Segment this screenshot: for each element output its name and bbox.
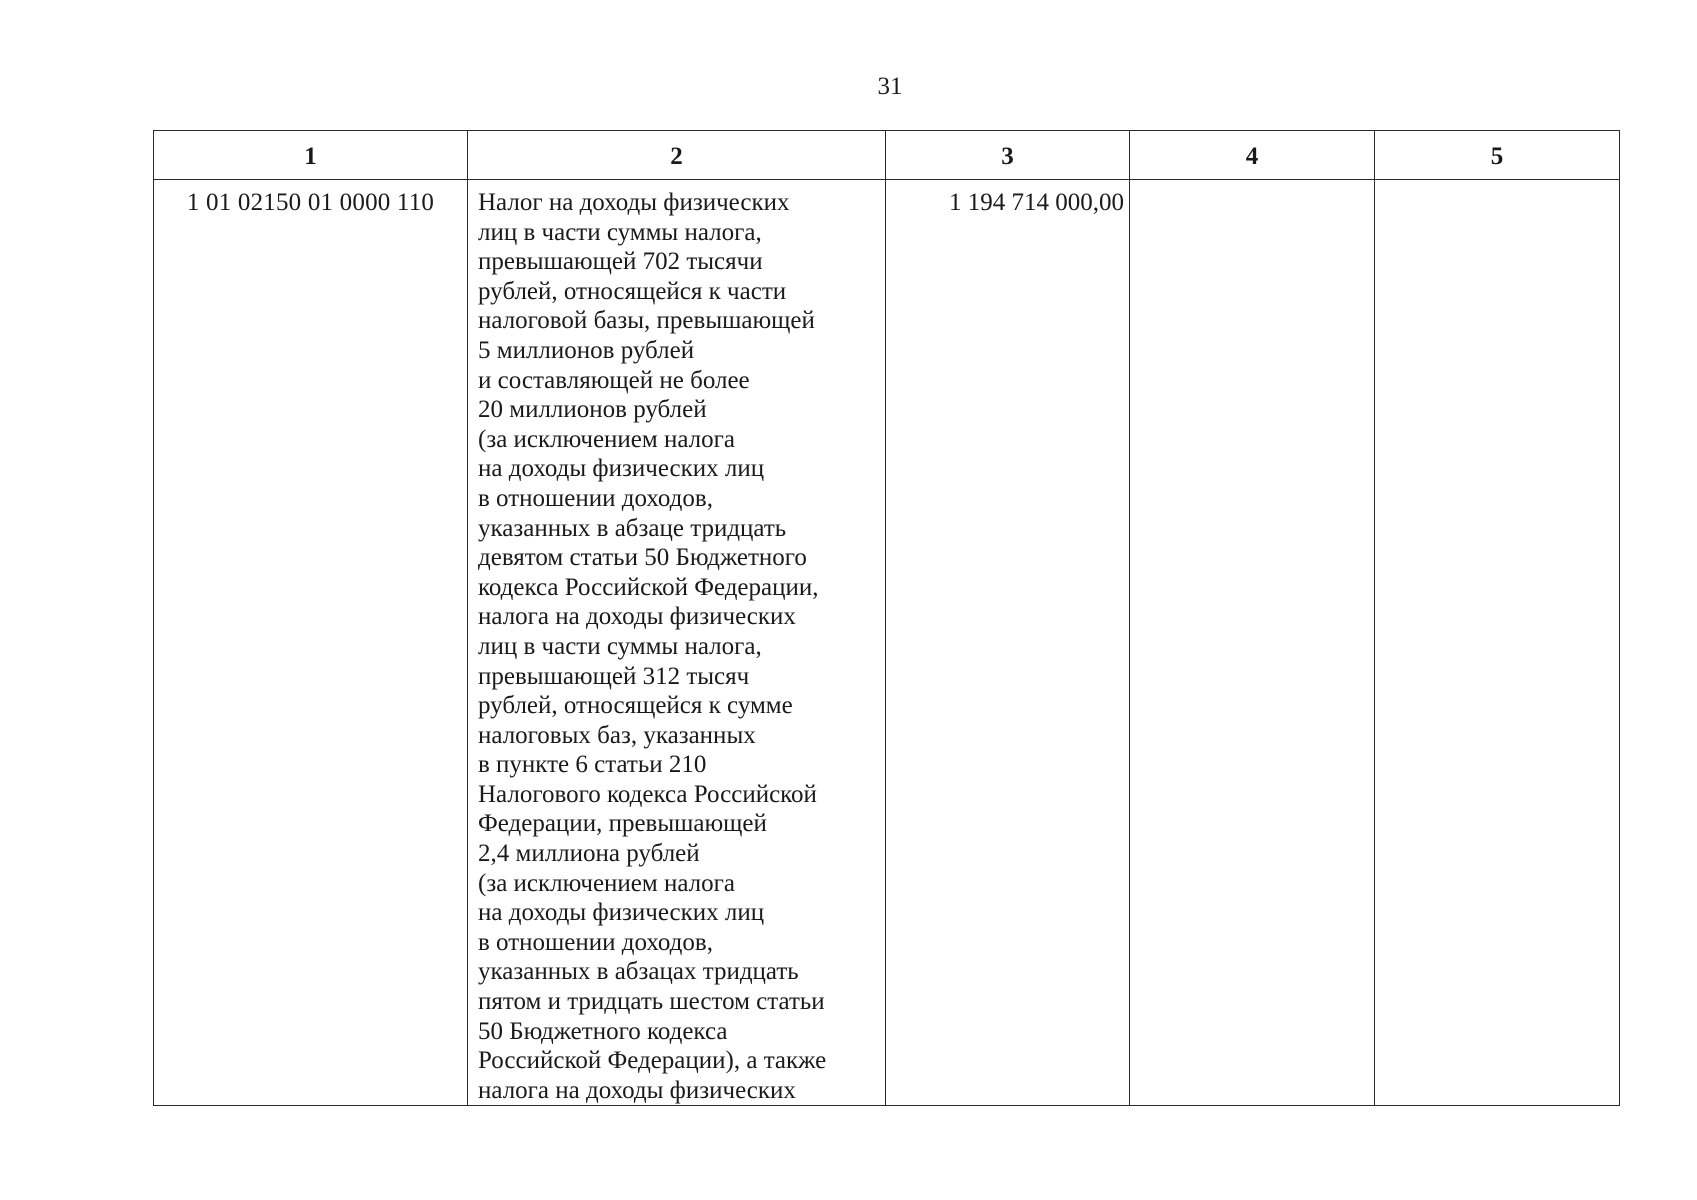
column-4-cell bbox=[1130, 180, 1375, 1106]
table-header-row bbox=[154, 131, 1620, 180]
description-line: Налогового кодекса Российской bbox=[478, 780, 817, 808]
description-line: налоговой базы, превышающей bbox=[478, 307, 815, 335]
revenue-code-cell: 1 01 02150 01 0000 110 bbox=[154, 180, 468, 1106]
description-line: на доходы физических лиц bbox=[478, 899, 765, 927]
description-line: кодекса Российской Федерации, bbox=[478, 573, 819, 601]
description-line: 20 миллионов рублей bbox=[478, 396, 707, 424]
description-line: пятом и тридцать шестом статьи bbox=[478, 988, 825, 1016]
description-line: на доходы физических лиц bbox=[478, 455, 765, 483]
description-line: в отношении доходов, bbox=[478, 928, 713, 956]
amount-cell: 1 194 714 000,00 bbox=[886, 180, 1130, 1106]
description-line: 5 миллионов рублей bbox=[478, 336, 695, 364]
revenue-description-cell bbox=[468, 180, 886, 1106]
table-row bbox=[154, 180, 1620, 1106]
description-line: налога на доходы физических bbox=[478, 1076, 796, 1104]
description-line: лиц в части суммы налога, bbox=[478, 632, 762, 660]
description-line: (за исключением налога bbox=[478, 425, 735, 453]
description-line: превышающей 702 тысячи bbox=[478, 248, 763, 276]
description-line: в отношении доходов, bbox=[478, 484, 713, 512]
description-line: 50 Бюджетного кодекса bbox=[478, 1017, 728, 1045]
column-header-4: 4 bbox=[1130, 131, 1375, 180]
page-number: 31 bbox=[877, 73, 903, 100]
description-line: в пункте 6 статьи 210 bbox=[478, 751, 707, 779]
description-line: 2,4 миллиона рублей bbox=[478, 840, 700, 868]
description-line: указанных в абзаце тридцать bbox=[478, 514, 787, 542]
column-header-5: 5 bbox=[1375, 131, 1620, 180]
description-line: девятом статьи 50 Бюджетного bbox=[478, 544, 807, 572]
description-line: рублей, относящейся к сумме bbox=[478, 692, 793, 720]
description-line: рублей, относящейся к части bbox=[478, 277, 787, 305]
description-line: Российской Федерации), а также bbox=[478, 1047, 827, 1075]
description-line: и составляющей не более bbox=[478, 366, 750, 394]
description-line: (за исключением налога bbox=[478, 869, 735, 897]
column-header-1: 1 bbox=[154, 131, 468, 180]
description-line: указанных в абзацах тридцать bbox=[478, 958, 799, 986]
description-line: превышающей 312 тысяч bbox=[478, 662, 750, 690]
column-5-cell bbox=[1375, 180, 1620, 1106]
description-line: Налог на доходы физических bbox=[478, 189, 790, 216]
description-line: налоговых баз, указанных bbox=[478, 721, 756, 749]
column-header-3: 3 bbox=[886, 131, 1130, 180]
description-line: лиц в части суммы налога, bbox=[478, 218, 762, 246]
budget-revenue-table bbox=[153, 130, 1620, 1106]
description-line: налога на доходы физических bbox=[478, 603, 796, 631]
column-header-2: 2 bbox=[468, 131, 886, 180]
description-line: Федерации, превышающей bbox=[478, 810, 767, 838]
